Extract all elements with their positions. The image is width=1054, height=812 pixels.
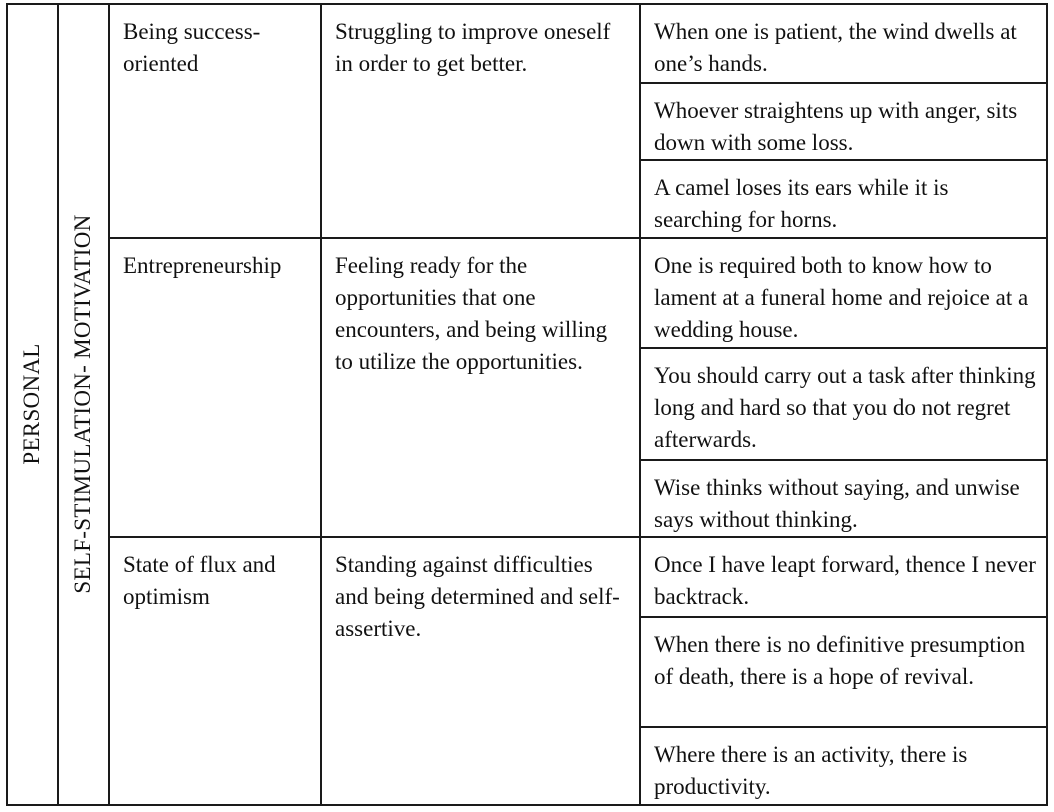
definition-cell: Standing against difficulties and being determined and self-assertive. (335, 552, 620, 641)
table-border-bottom (6, 804, 1048, 806)
proverb-cell: Where there is an activity, there is productivity. (654, 742, 968, 799)
subcategory-label: SELF-STIMULATION- MOTIVATION (70, 214, 95, 594)
proverb-cell: Whoever straightens up with anger, sits down with some loss. (654, 98, 1018, 155)
column-divider-1 (57, 3, 59, 806)
proverb-cell: When there is no definitive presumption of death, there is a hope of revival. (654, 632, 1026, 689)
proverb-cell: A camel loses its ears while it is searching for horns. (654, 175, 949, 232)
theme-cell: Entrepreneurship (123, 253, 282, 278)
proverb-cell: You should carry out a task after thinking long and hard so that you do not regret afterwards. (654, 363, 1036, 452)
proverb-cell: One is required both to know how to lament at a funeral home and rejoice at a wedding house. (654, 253, 1029, 342)
table-border-right (1046, 3, 1048, 806)
definition-cell: Feeling ready for the opportunities that one encounters, and being willing to utilize the opportunities. (335, 253, 608, 374)
theme-cell: State of flux and optimism (123, 552, 276, 609)
proverb-cell: Once I have leapt forward, thence I never backtrack. (654, 552, 1036, 609)
definition-cell: Struggling to improve oneself in order to get better. (335, 19, 611, 76)
table-border-left (6, 3, 8, 806)
proverb-cell: When one is patient, the wind dwells at one’s hands. (654, 19, 1017, 76)
category-label: PERSONAL (19, 343, 44, 465)
theme-cell: Being success-oriented (123, 19, 261, 76)
proverb-cell: Wise thinks without saying, and unwise says without thinking. (654, 475, 1020, 532)
